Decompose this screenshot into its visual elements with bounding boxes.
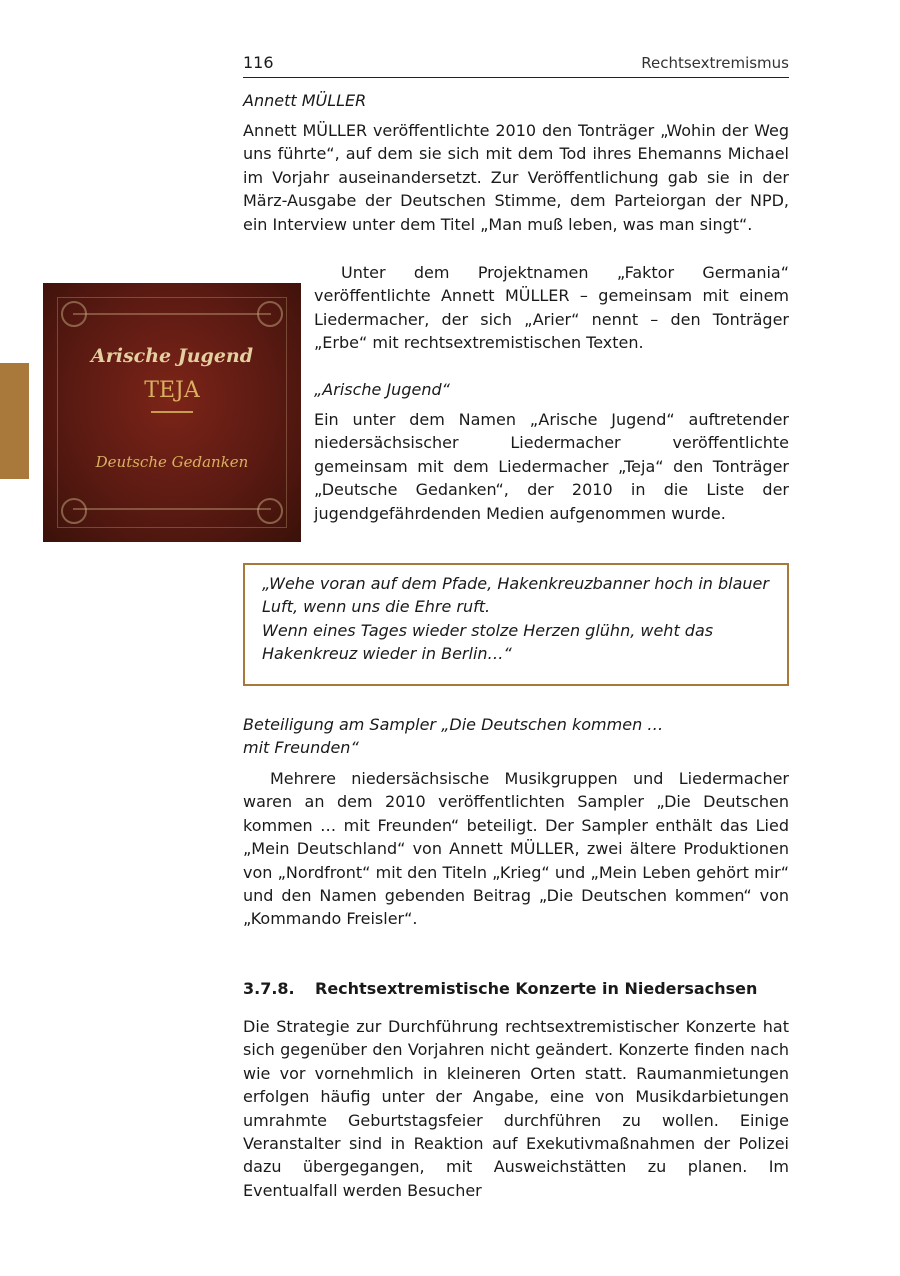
quote-line-2: Wenn eines Tages wieder stolze Herzen glühn, weht das Hakenkreuz wieder in Berlin…“ [262,620,714,664]
page-number: 116 [243,53,274,72]
paragraph-konzerte: Die Strategie zur Durchführung rechtsextremistischer Konzerte hat sich gegenüber den Vorjahren nicht geändert. Konzerte finden nach wie vor vornehmlich in kleineren Orten statt. Raumanmietungen erfolgen häufig unter der Angabe, eine von Musikdarbietungen umrahmte Geburtstagsfeier durchführen zu wollen. Einige Veranstalter sind in Reaktion auf Exekutivmaßnahmen der Polizei dazu übergegangen, mit Ausweichstätten zu planen. Im Eventualfall werden Besucher [243,1017,789,1200]
cover-album-title: Deutsche Gedanken [95,453,249,471]
section-title: Rechtsextremistische Konzerte in Niedersachsen [315,979,758,998]
quote-box [243,563,789,686]
cover-artist-text: Arische Jugend [90,345,254,367]
section-heading-konzerte [243,979,757,998]
header-rule [243,77,789,78]
chapter-tab-marker [0,363,29,479]
paragraph-arische-jugend: Ein unter dem Namen „Arische Jugend“ auftretender niedersächsischer Liedermacher veröffentlichte gemeinsam mit dem Liedermacher „Teja“ den Tonträger „Deutsche Gedanken“, der 2010 in die Liste der jugendgefährdenden Medien aufgenommen wurde. [314,410,789,523]
paragraph-mueller-2: Unter dem Projektnamen „Faktor Germania“ veröffentlichte Annett MÜLLER – gemeinsam mit einem Liedermacher, der sich „Arier“ nennt – den Tonträger „Erbe“ mit rechtsextremistischen Texten. [314,263,789,353]
subheading-annett-mueller: Annett MÜLLER [243,91,367,110]
subheading-sampler-line-2: mit Freunden“ [243,738,359,758]
cover-artist-text-2: TEJA [144,378,200,403]
section-number: 3.7.8. [243,979,295,998]
cover-ornament-line [73,313,271,315]
subheading-sampler-line-1: Beteiligung am Sampler „Die Deutschen kommen … [243,715,664,734]
paragraph-mueller-1: Annett MÜLLER veröffentlichte 2010 den Tonträger „Wohin der Weg uns führte“, auf dem sie sich mit dem Tod ihres Ehemanns Michael im Vorjahr auseinandersetzt. Zur Veröffentlichung gab sie in der März-Ausgabe der Deutschen Stimme, dem Parteiorgan der NPD, ein Interview unter dem Titel „Man muß leben, was man singt“. [243,121,789,234]
cover-corner-ornament-icon [61,498,87,524]
subheading-arische-jugend: „Arische Jugend“ [314,380,450,399]
quote-line-1: „Wehe voran auf dem Pfade, Hakenkreuzbanner hoch in blauer Luft, wenn uns die Ehre ruft. [262,574,769,617]
running-title: Rechtsextremismus [641,54,789,72]
paragraph-sampler: Mehrere niedersächsische Musikgruppen und Liedermacher waren an dem 2010 veröffentlichten Sampler „Die Deutschen kommen … mit Freunden“ beteiligt. Der Sampler enthält das Lied „Mein Deutschland“ von Annett MÜLLER, zwei ältere Produktionen von „Nordfront“ mit den Titeln „Krieg“ und „Mein Leben gehört mir“ und den Namen gebenden Beitrag „Die Deutschen kommen“ von „Kommando Freisler“. [243,769,789,929]
cover-title-underline [151,411,193,413]
cover-ornament-line [73,508,271,510]
album-cover-image [43,283,301,542]
cover-corner-ornament-icon [257,498,283,524]
cover-corner-ornament-icon [257,301,283,327]
subheading-sampler [243,713,663,760]
cover-corner-ornament-icon [61,301,87,327]
